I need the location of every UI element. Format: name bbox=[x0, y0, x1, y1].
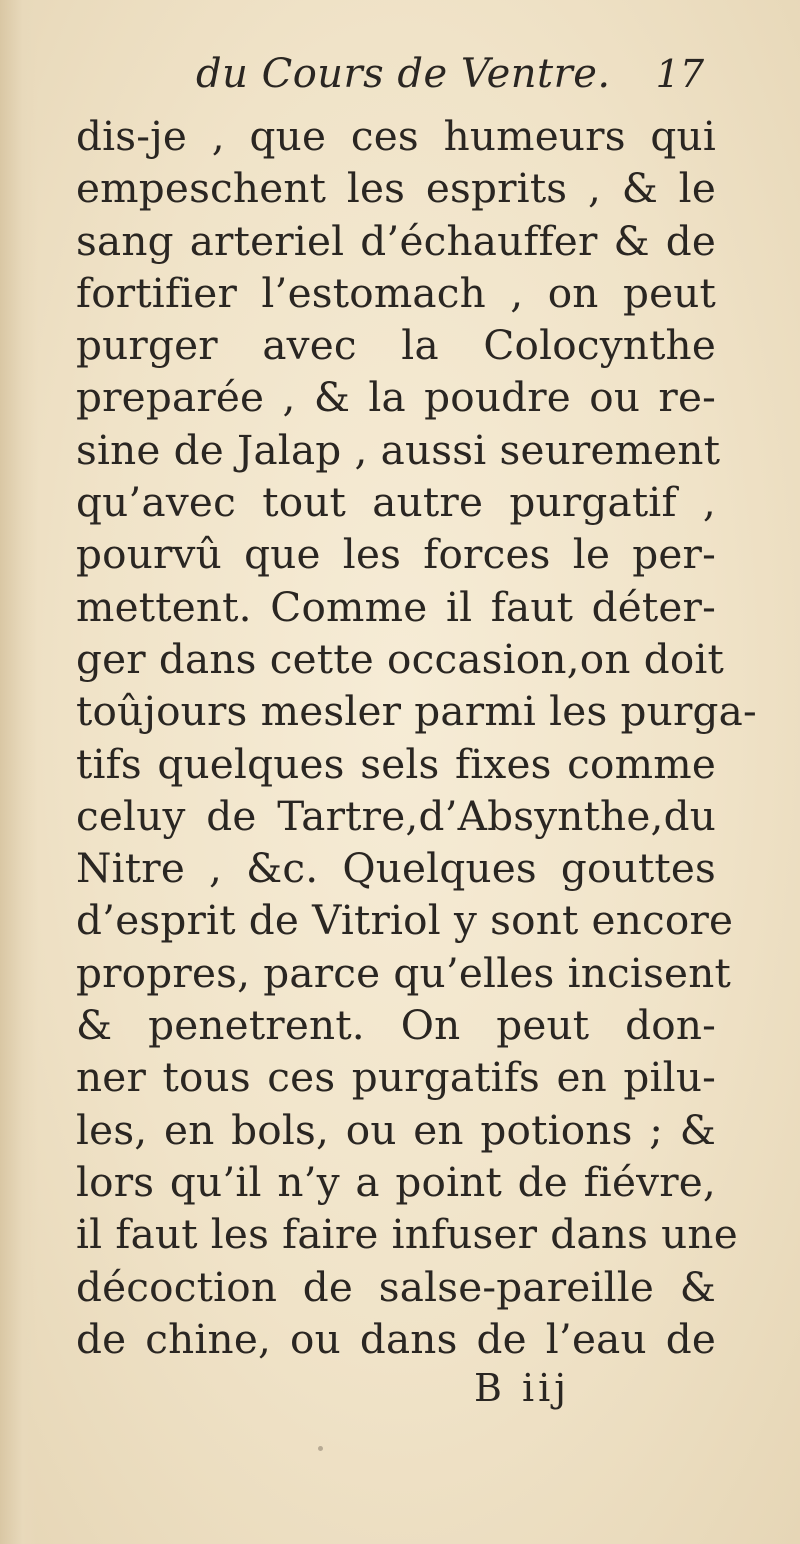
text-line: dis-je , que ces humeurs qui bbox=[76, 112, 716, 160]
text-line: les, en bols, ou en potions ; & bbox=[76, 1105, 716, 1154]
text-line: de chine, ou dans de l’eau de bbox=[76, 1314, 716, 1363]
running-title: du Cours de Ventre. bbox=[196, 51, 611, 97]
body-text bbox=[76, 110, 757, 1365]
text-line: fortifier l’estomach , on peut bbox=[76, 268, 716, 317]
text-line: d’esprit de Vitriol y sont encore bbox=[76, 896, 734, 945]
text-line: mettent. Comme il faut déter- bbox=[76, 582, 716, 631]
text-line: lors qu’il n’y a point de fiévre, bbox=[76, 1157, 716, 1206]
text-line: qu’avec tout autre purgatif , bbox=[76, 478, 716, 527]
text-line: ger dans cette occasion,on doit bbox=[76, 634, 725, 683]
page-number: 17 bbox=[655, 52, 704, 96]
text-line: preparée , & la poudre ou re- bbox=[76, 373, 716, 422]
text-line: toûjours mesler parmi les purga- bbox=[76, 687, 757, 736]
text-line: pourvû que les forces le per- bbox=[76, 530, 716, 579]
text-line: & penetrent. On peut don- bbox=[76, 1001, 716, 1050]
text-line: il faut les faire infuser dans une bbox=[76, 1210, 738, 1259]
text-line: tifs quelques sels fixes comme bbox=[76, 739, 716, 788]
page-gutter bbox=[0, 0, 38, 1544]
page-header bbox=[196, 42, 716, 106]
text-line: décoction de salse-pareille & bbox=[76, 1262, 716, 1311]
text-line: empeschent les esprits , & le bbox=[76, 164, 716, 213]
text-line: ner tous ces purgatifs en pilu- bbox=[76, 1053, 716, 1102]
text-line: Nitre , &c. Quelques gouttes bbox=[76, 844, 716, 893]
text-line: propres, parce qu’elles incisent bbox=[76, 948, 731, 997]
text-line: sine de Jalap , aussi seurement bbox=[76, 425, 721, 474]
text-line: purger avec la Colocynthe bbox=[76, 321, 716, 370]
signature-mark: B iij bbox=[474, 1366, 571, 1410]
text-line: sang arteriel d’échauffer & de bbox=[76, 216, 716, 265]
paper-speck bbox=[318, 1446, 323, 1451]
text-line: celuy de Tartre,d’Absynthe,du bbox=[76, 791, 716, 840]
